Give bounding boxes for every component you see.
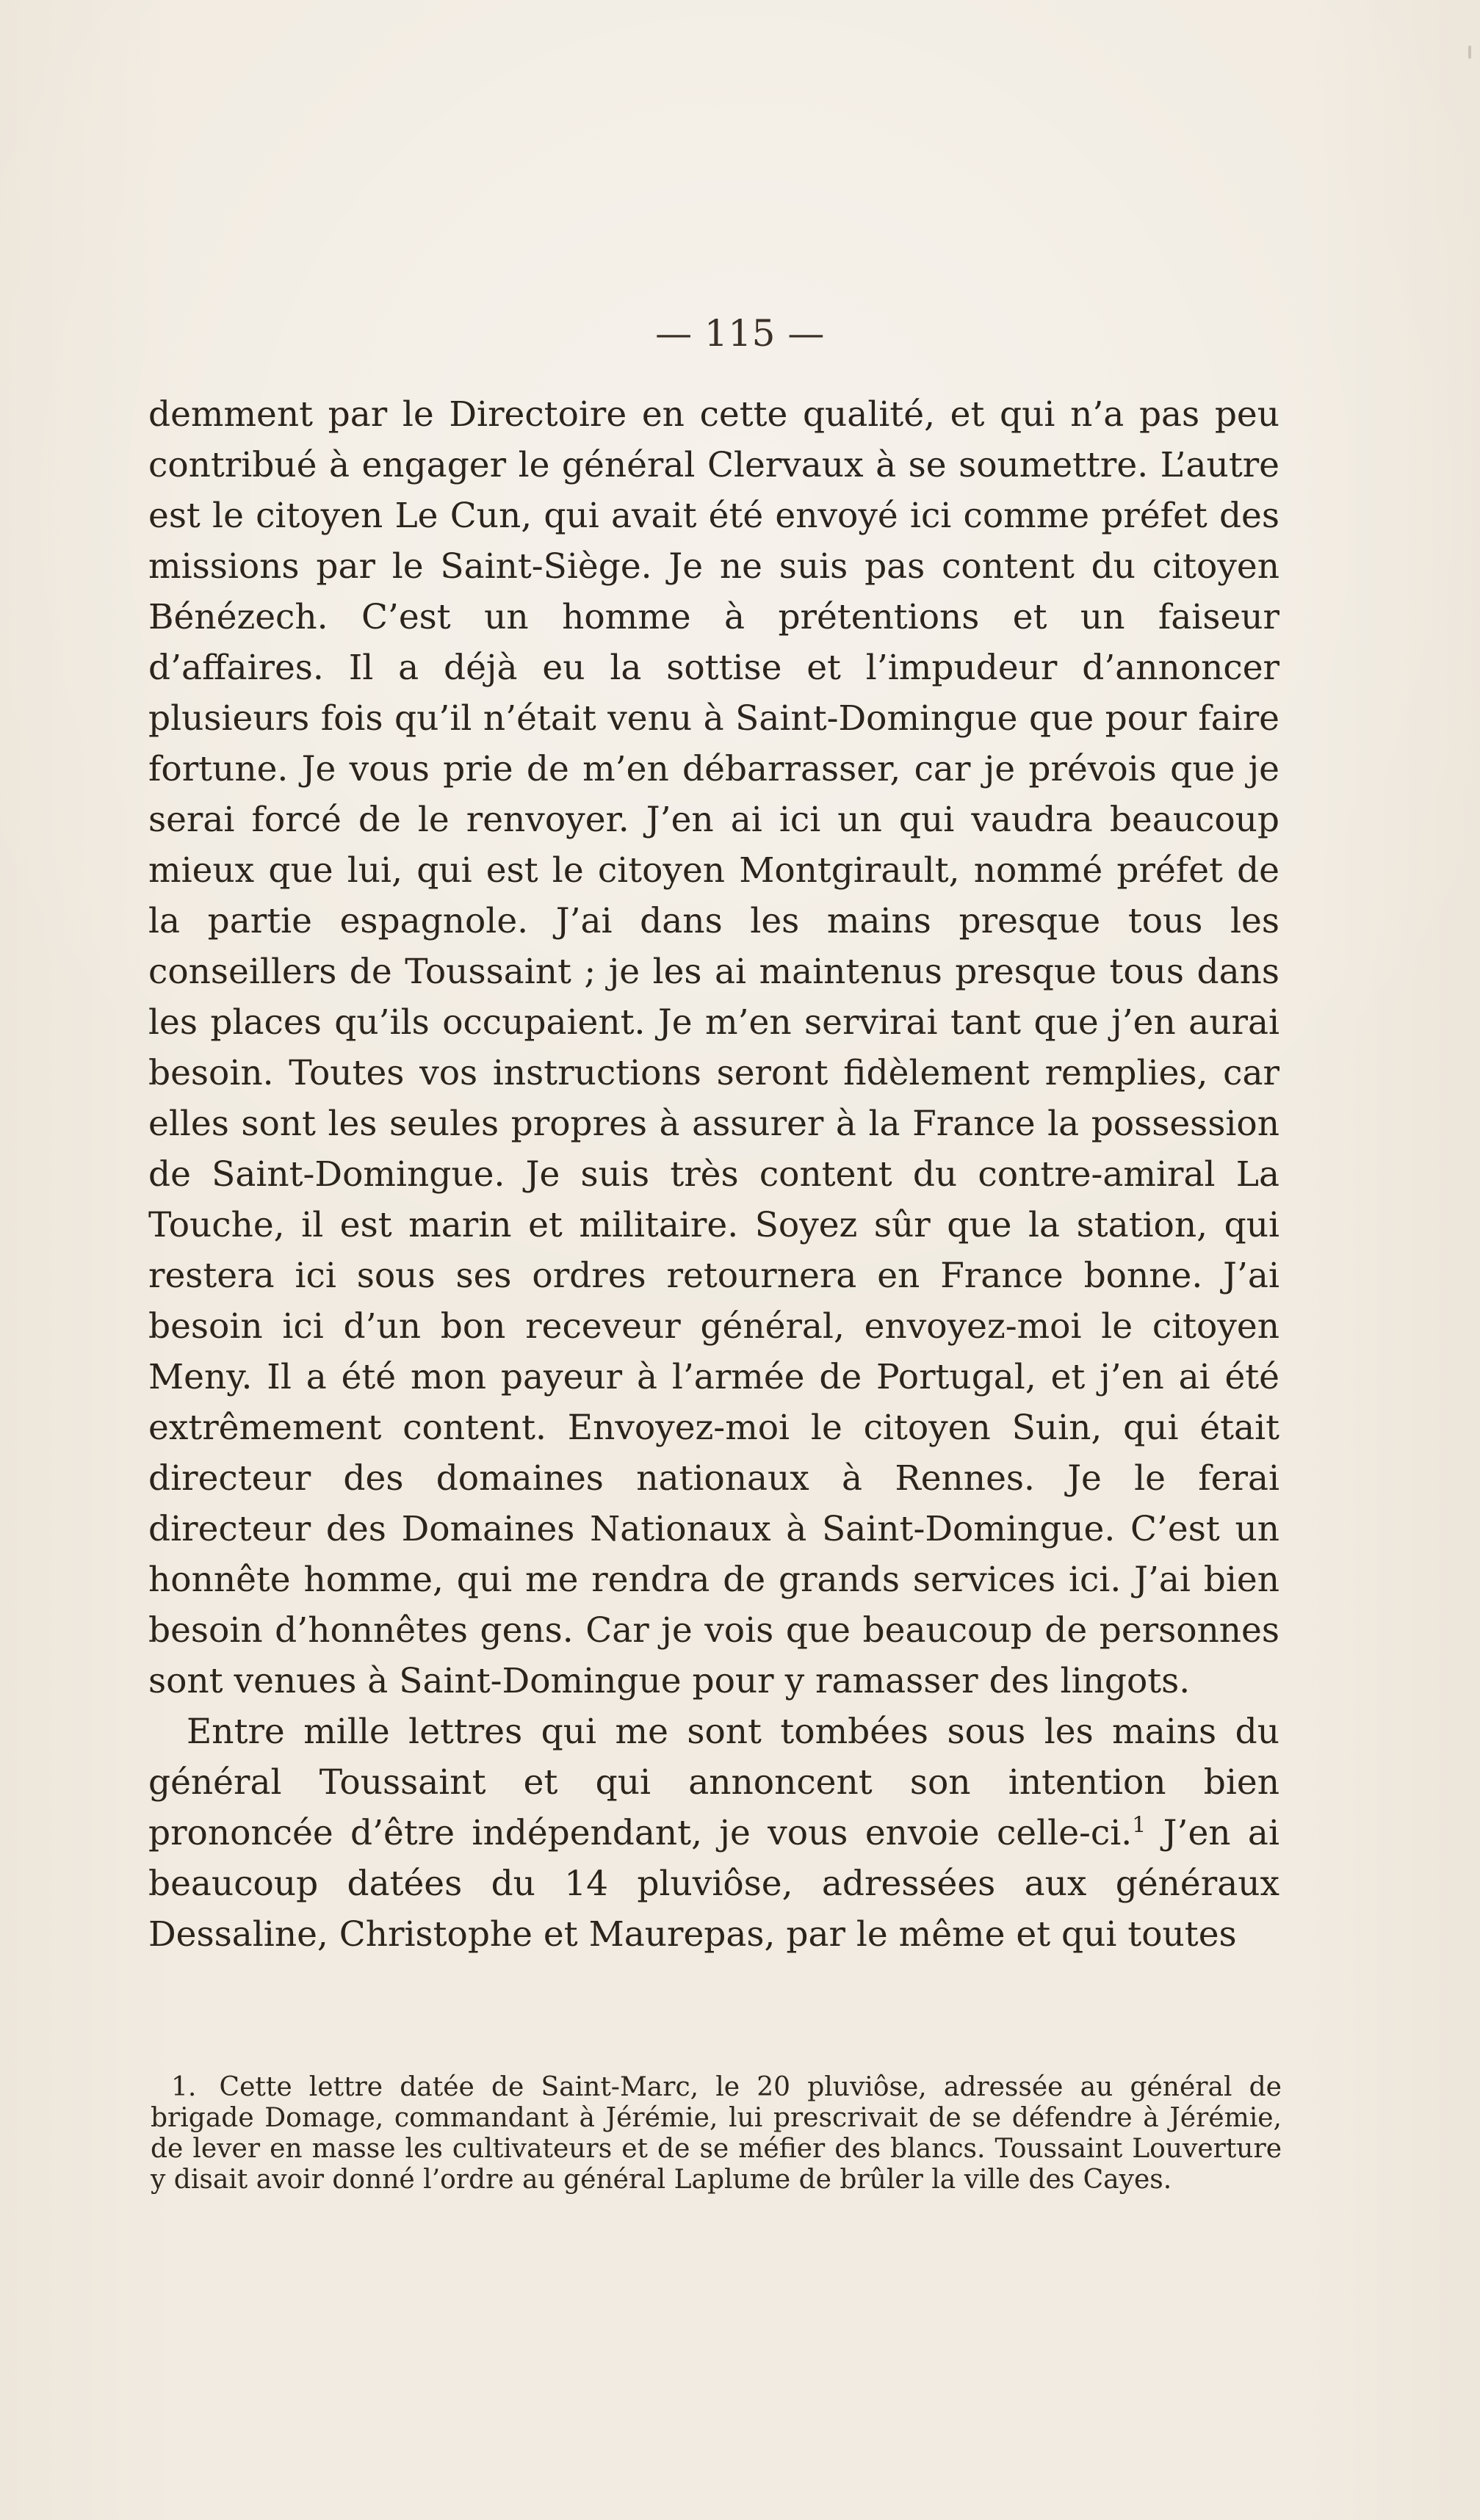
main-text	[148, 389, 1279, 1960]
paragraph-2	[148, 1706, 1279, 1960]
paragraph-2-continuation: J’en ai beaucoup datées du 14 pluviôse, adressées aux généraux Dessaline, Christophe et Maurepas, par le même et qui toutes	[148, 1813, 1279, 1955]
paragraph-2-text: Entre mille lettres qui me sont tombées sous les mains du général Toussaint et qui annoncent son intention bien prononcée d’être indépendant, je vous envoie celle-ci.	[148, 1712, 1279, 1853]
page-number: — 115 —	[655, 312, 825, 355]
footnote-reference: 1	[1132, 1812, 1147, 1839]
footnote-text: Cette lettre datée de Saint-Marc, le 20 pluviôse, adressée au général de brigade Domage, commandant à Jérémie, lui prescrivait de se défendre à Jérémie, de lever en masse les cultivateurs et de se méfier des blancs. Toussaint Louverture y disait avoir donné l’ordre au général Laplume de brûler la ville des Cayes.	[151, 2072, 1282, 2195]
paragraph-1: demment par le Directoire en cette qualité, et qui n’a pas peu contribué à engager le général Clervaux à se soumettre. L’autre est le citoyen Le Cun, qui avait été envoyé ici comme préfet des missions par le Saint-Siège. Je ne suis pas content du citoyen Bénézech. C’est un homme à prétentions et un faiseur d’affaires. Il a déjà eu la sottise et l’impudeur d’annoncer plusieurs fois qu’il n’était venu à Saint-Domingue que pour faire fortune. Je vous prie de m’en débarrasser, car je prévois que je serai forcé de le renvoyer. J’en ai ici un qui vaudra beaucoup mieux que lui, qui est le citoyen Montgirault, nommé préfet de la partie espagnole. J’ai dans les mains presque tous les conseillers de Toussaint ; je les ai maintenus presque tous dans les places qu’ils occupaient. Je m’en servirai tant que j’en aurai besoin. Toutes vos instructions seront fidèlement remplies, car elles sont les seules propres à assurer à la France la possession de Saint-Domingue. Je suis très content du contre-amiral La Touche, il est marin et militaire. Soyez sûr que la station, qui restera ici sous ses ordres retournera en France bonne. J’ai besoin ici d’un bon receveur général, envoyez-moi le citoyen Meny. Il a été mon payeur à l’armée de Portugal, et j’en ai été extrêmement content. Envoyez-moi le citoyen Suin, qui était directeur des domaines nationaux à Rennes. Je le ferai directeur des Domaines Nationaux à Saint-Domingue. C’est un honnête homme, qui me rendra de grands services ici. J’ai bien besoin d’honnêtes gens. Car je vois que beaucoup de personnes sont venues à Saint-Domingue pour y ramasser des lingots.	[148, 394, 1279, 1701]
scan-mark	[1468, 46, 1471, 59]
footnote-number: 1.	[171, 2072, 197, 2102]
footnote	[151, 2072, 1282, 2195]
